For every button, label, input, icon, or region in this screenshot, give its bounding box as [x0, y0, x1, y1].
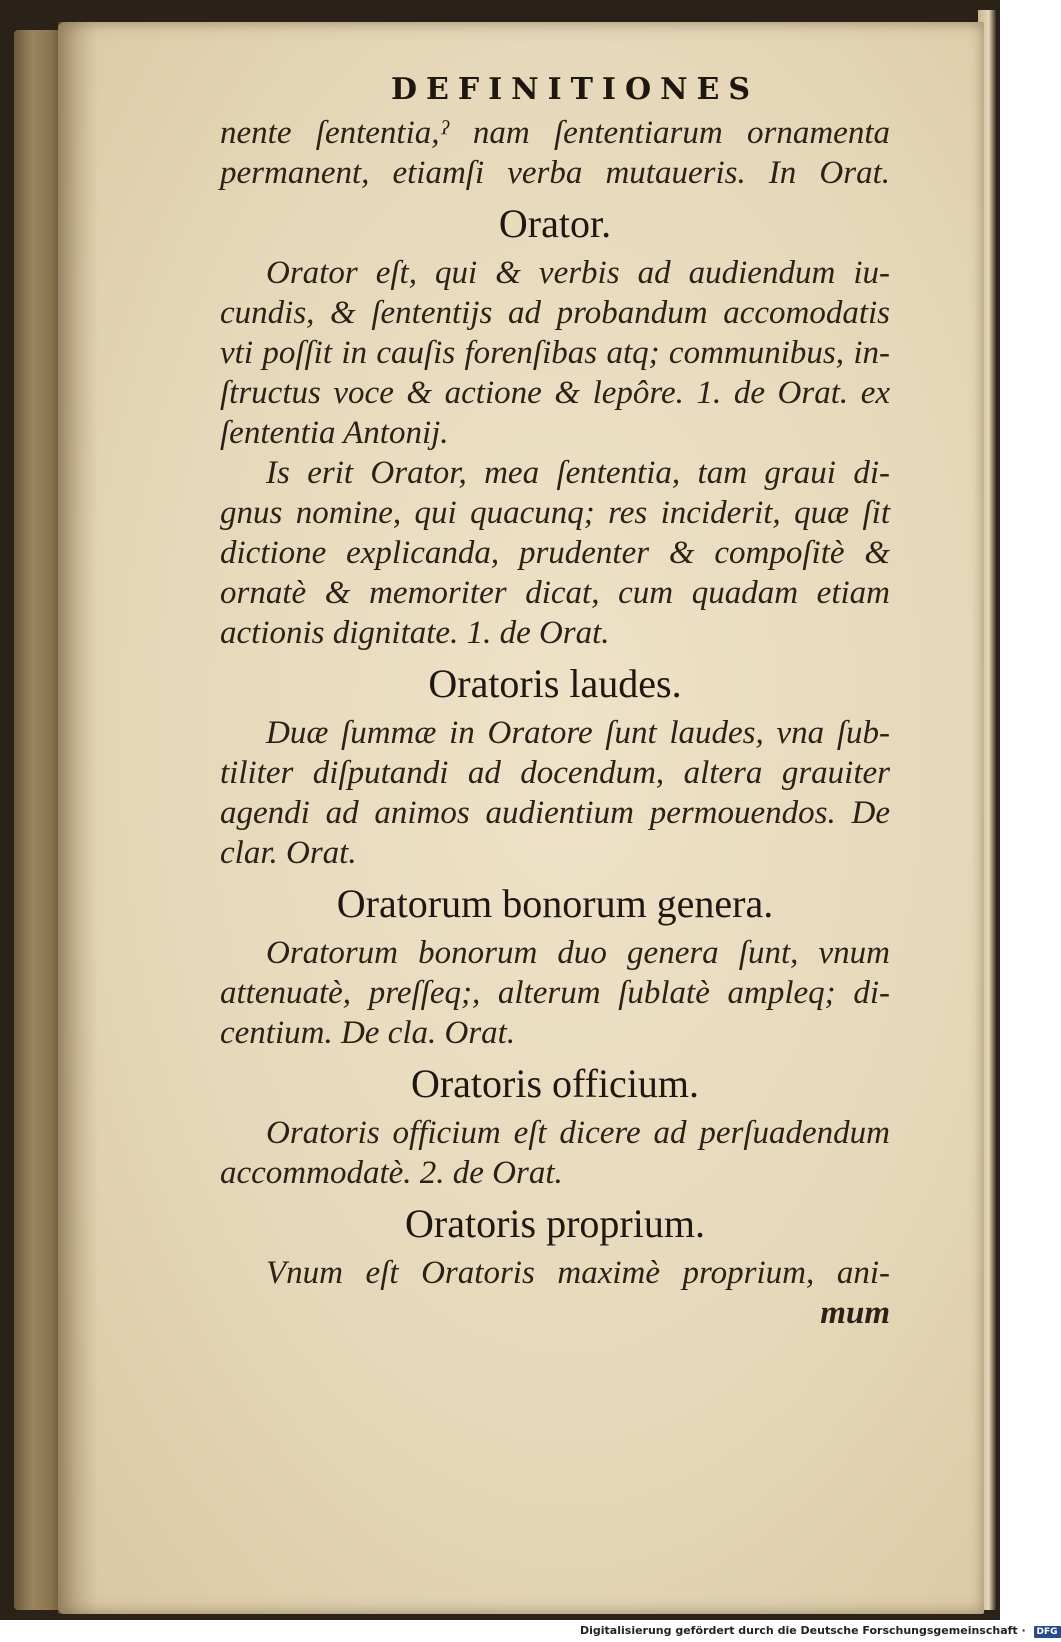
text-line: dictione explicanda, prudenter & compoſitè &	[220, 535, 890, 571]
text-block	[220, 72, 890, 1333]
running-head: DEFINITIONES	[390, 72, 760, 107]
gutter-shadow	[58, 22, 98, 1614]
digitization-credit	[580, 1624, 1061, 1640]
text-line: nente ſententia,ˀ nam ſententiarum ornamenta	[220, 115, 890, 151]
text-line: cundis, & ſententijs ad probandum accomodatis	[220, 295, 890, 331]
section-heading-oratoris-laudes: Oratoris laudes.	[428, 661, 682, 706]
section-heading-orator: Orator.	[498, 201, 612, 246]
text-line: tiliter diſputandi ad docendum, altera grauiter	[220, 755, 890, 791]
text-line: ſtructus voce & actione & lepôre. 1. de Orat. ex	[220, 375, 890, 411]
text-line: Vnum eſt Oratoris maximè proprium, ani-	[266, 1255, 890, 1291]
text-line: vti poſſit in cauſis forenſibas atq; communibus, in-	[220, 335, 890, 371]
section-heading-oratoris-officium: Oratoris officium.	[410, 1061, 700, 1106]
text-line: accommodatè. 2. de Orat.	[220, 1155, 563, 1191]
text-line: agendi ad animos audientium permouendos. De	[220, 795, 890, 831]
catchword: mum	[820, 1295, 890, 1331]
section-heading-oratorum-bonorum-genera: Oratorum bonorum genera.	[336, 881, 774, 926]
dfg-logo: DFG	[1034, 1626, 1061, 1638]
text-line: Oratorum bonorum duo genera ſunt, vnum	[266, 935, 890, 971]
text-line: Duæ ſummæ in Oratore ſunt laudes, vna ſub-	[266, 715, 890, 751]
text-line: Orator eſt, qui & verbis ad audiendum iu-	[266, 255, 890, 291]
text-line: Oratoris officium eſt dicere ad perſuadendum	[266, 1115, 890, 1151]
section-heading-oratoris-proprium: Oratoris proprium.	[405, 1201, 705, 1246]
text-line: actionis dignitate. 1. de Orat.	[220, 615, 610, 651]
text-line: ornatè & memoriter dicat, cum quadam etiam	[220, 575, 890, 611]
text-line: Is erit Orator, mea ſententia, tam graui di-	[266, 455, 890, 491]
text-line: clar. Orat.	[220, 835, 357, 871]
text-line: ſententia Antonij.	[220, 415, 449, 451]
text-line: gnus nomine, qui quacunq; res inciderit, quæ ſit	[220, 495, 890, 531]
text-line: attenuatè, preſſeq;, alterum ſublatè ampleq; di-	[220, 975, 890, 1011]
digitization-credit-text: Digitalisierung gefördert durch die Deutsche Forschungsgemeinschaft ·	[580, 1624, 1026, 1637]
text-line: permanent, etiamſi verba mutaueris. In Orat.	[220, 155, 890, 191]
text-line: centium. De cla. Orat.	[220, 1015, 516, 1051]
